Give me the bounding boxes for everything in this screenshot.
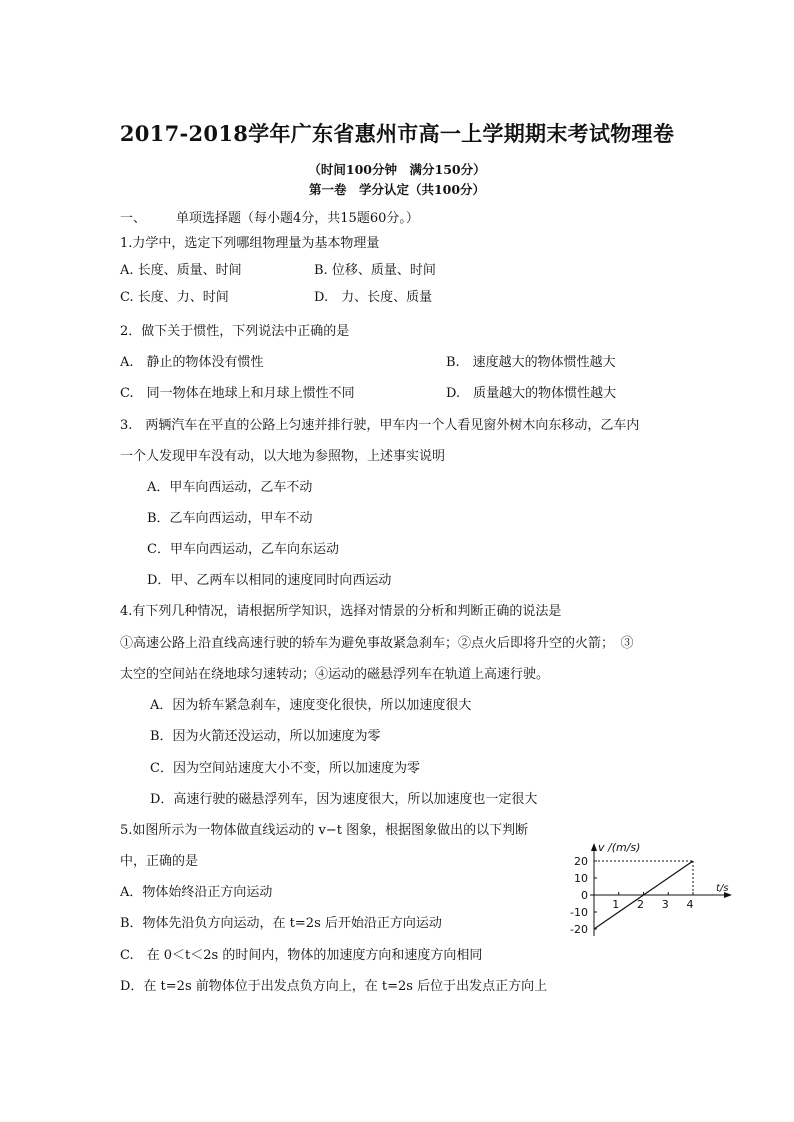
exam-time-score: （时间100分钟 满分150分） xyxy=(308,162,486,177)
q5-option-d: D．在 t=2s 前物体位于出发点负方向上，在 t=2s 后位于出发点正方向上 xyxy=(120,979,548,994)
q2-option-a: A. 静止的物体没有惯性 xyxy=(120,355,264,370)
section-number: 一、 xyxy=(120,211,147,226)
page-title: 2017-2018学年广东省惠州市高一上学期期末考试物理卷 xyxy=(119,121,675,146)
q3-stem-line2: 一个人发现甲车没有动，以大地为参照物，上述事实说明 xyxy=(120,449,446,464)
q3-option-b: B．乙车向西运动，甲车不动 xyxy=(147,511,313,526)
y-tick-label: -20 xyxy=(570,923,588,936)
q1-option-b: B. 位移、质量、时间 xyxy=(314,263,436,278)
q4-option-b: B．因为火箭还没运动，所以加速度为零 xyxy=(150,729,381,744)
q4-stem-line1: 4.有下列几种情况，请根据所学知识，选择对情景的分析和判断正确的说法是 xyxy=(120,604,562,619)
x-axis-label: t/s xyxy=(716,883,729,894)
q1-stem: 1.力学中，选定下列哪组物理量为基本物理量 xyxy=(120,236,380,251)
q3-stem-line1: 3. 两辆汽车在平直的公路上匀速并排行驶，甲车内一个人看见窗外树木向东移动，乙车内 xyxy=(120,418,640,433)
q4-option-c: C．因为空间站速度大小不变，所以加速度为零 xyxy=(150,761,420,776)
q5-stem-line1: 5.如图所示为一物体做直线运动的 v−t 图象，根据图象做出的以下判断 xyxy=(120,823,529,838)
q2-option-b: B. 速度越大的物体惯性越大 xyxy=(446,355,616,370)
q4-option-d: D．高速行驶的磁悬浮列车，因为速度很大，所以加速度也一定很大 xyxy=(150,792,538,807)
q2-option-d: D. 质量越大的物体惯性越大 xyxy=(446,386,617,401)
y-axis-arrow xyxy=(591,843,597,851)
q3-option-a: A．甲车向西运动，乙车不动 xyxy=(147,480,313,495)
q4-stem-line3: 太空的空间站在绕地球匀速转动；④运动的磁悬浮列车在轨道上高速行驶。 xyxy=(120,667,550,682)
q5-stem-line2: 中，正确的是 xyxy=(120,854,199,869)
q5-option-b: B．物体先沿负方向运动，在 t=2s 后开始沿正方向运动 xyxy=(120,916,442,931)
x-tick-label: 4 xyxy=(686,898,694,911)
q2-stem: 2．做下关于惯性，下列说法中正确的是 xyxy=(120,324,350,339)
q2-option-c: C. 同一物体在地球上和月球上惯性不同 xyxy=(120,386,355,401)
section-heading: 单项选择题（每小题4分，共15题60分。） xyxy=(176,211,419,226)
x-tick-label: 3 xyxy=(661,898,669,911)
vt-graph xyxy=(556,838,740,940)
x-tick-label: 1 xyxy=(612,898,620,911)
y-tick-label: 0 xyxy=(581,889,588,902)
y-tick-label: 10 xyxy=(574,872,588,885)
q1-option-a: A. 长度、质量、时间 xyxy=(120,263,242,278)
q4-option-a: A．因为轿车紧急刹车，速度变化很快，所以加速度很大 xyxy=(150,698,472,713)
q3-option-d: D．甲、乙两车以相同的速度同时向西运动 xyxy=(147,573,392,588)
part-title: 第一卷 学分认定（共100分） xyxy=(308,182,486,197)
q3-option-c: C．甲车向西运动，乙车向东运动 xyxy=(147,542,339,557)
y-tick-label: -10 xyxy=(570,906,588,919)
q5-option-c: C. 在 0＜t＜2s 的时间内，物体的加速度方向和速度方向相同 xyxy=(120,948,483,963)
q5-option-a: A．物体始终沿正方向运动 xyxy=(120,885,273,900)
q4-stem-line2: ①高速公路上沿直线高速行驶的轿车为避免事故紧急刹车；②点火后即将升空的火箭； ③ xyxy=(120,636,634,651)
q1-option-d: D. 力、长度、质量 xyxy=(314,290,433,305)
x-tick-label: 2 xyxy=(637,898,644,911)
q1-option-c: C. 长度、力、时间 xyxy=(120,290,229,305)
y-tick-label: 20 xyxy=(574,855,588,868)
y-axis-label: v /(m/s) xyxy=(598,841,641,854)
